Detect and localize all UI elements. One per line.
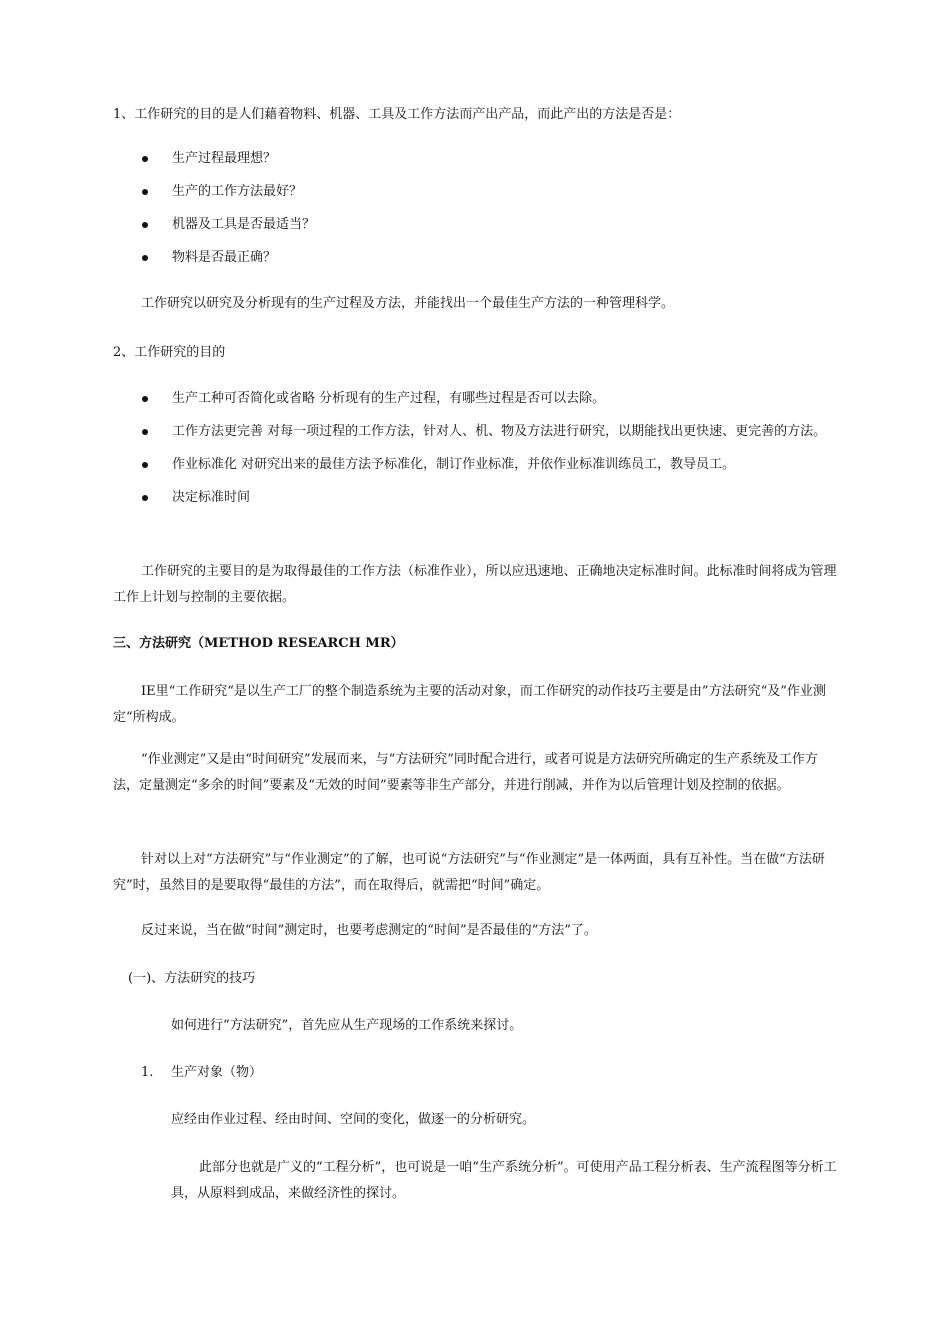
para-how: 如何进行“方法研究”，首先应从生产现场的工作系统来探讨。 bbox=[171, 1018, 523, 1033]
para-1-summary: 工作研究以研究及分析现有的生产过程及方法，并能找出一个最佳生产方法的一种管理科学。 bbox=[141, 296, 675, 311]
list-2 bbox=[140, 386, 840, 518]
para-2-summary: 工作研究的主要目的是为取得最佳的工作方法（标准作业），所以应迅速地、正确地决定标准时间。此标准时间将成为管理工作上计划与控制的主要依据。 bbox=[113, 564, 837, 605]
item-1-description: 应经由作业过程、经由时间、空间的变化，做逐一的分析研究。 bbox=[171, 1112, 536, 1127]
list-item: 决定标准时间 bbox=[140, 485, 840, 511]
para-2-heading: 2、工作研究的目的 bbox=[113, 345, 226, 360]
para-both: 针对以上对“方法研究”与“作业测定”的了解，也可说“方法研究”与“作业测定”是一体两面，具有互补性。当在做“方法研究”时，虽然目的是要取得“最佳的方法”，而在取得后，就需把“时间”确定。 bbox=[113, 852, 825, 893]
para-measure: “作业测定”又是由“时间研究”发展而来，与“方法研究”同时配合进行，或者可说是方法研究所确定的生产系统及工作方法，定量测定“多余的时间”要素及“无效的时间”要素等非生产部分，并进行削减，并作为以后管理计划及控制的依据。 bbox=[113, 752, 818, 793]
para-ie: IE里“工作研究“是以生产工厂的整个制造系统为主要的活动对象，而工作研究的动作技巧主要是由”方法研究“及”作业测定“所构成。 bbox=[113, 684, 826, 725]
list-item: 物料是否最正确？ bbox=[140, 245, 840, 271]
item-1-detail: 此部分也就是广义的“工程分析”，也可说是一咱“生产系统分析”。可使用产品工程分析表、生产流程图等分析工具，从原料到成品，来做经济性的探讨。 bbox=[171, 1160, 837, 1201]
list-item: 机器及工具是否最适当？ bbox=[140, 212, 840, 238]
list-item: 工作方法更完善 对每一项过程的工作方法，针对人、机、物及方法进行研究，以期能找出更快速、更完善的方法。 bbox=[140, 419, 840, 445]
list-item: 生产工种可否简化或省略 分析现有的生产过程，有哪些过程是否可以去除。 bbox=[140, 386, 840, 412]
list-item: 生产的工作方法最好？ bbox=[140, 179, 840, 205]
subsection-1-title: (一)、方法研究的技巧 bbox=[128, 971, 256, 986]
list-1 bbox=[140, 146, 840, 278]
list-item: 作业标准化 对研究出来的最佳方法予标准化，制订作业标准，并依作业标准训练员工，教导员工。 bbox=[140, 452, 840, 478]
item-1-title: 生产对象（物） bbox=[171, 1065, 263, 1080]
section-3-title: 三、方法研究（METHOD RESEARCH MR） bbox=[113, 636, 404, 651]
para-1-heading: 1、工作研究的目的是人们藉着物料、机器、工具及工作方法而产出产品，而此产出的方法是否是： bbox=[113, 107, 681, 122]
item-1-number: 1. bbox=[141, 1065, 154, 1080]
list-item: 生产过程最理想？ bbox=[140, 146, 840, 172]
para-reverse: 反过来说，当在做“时间”测定时，也要考虑测定的“时间”是否最佳的“方法”了。 bbox=[141, 923, 597, 938]
